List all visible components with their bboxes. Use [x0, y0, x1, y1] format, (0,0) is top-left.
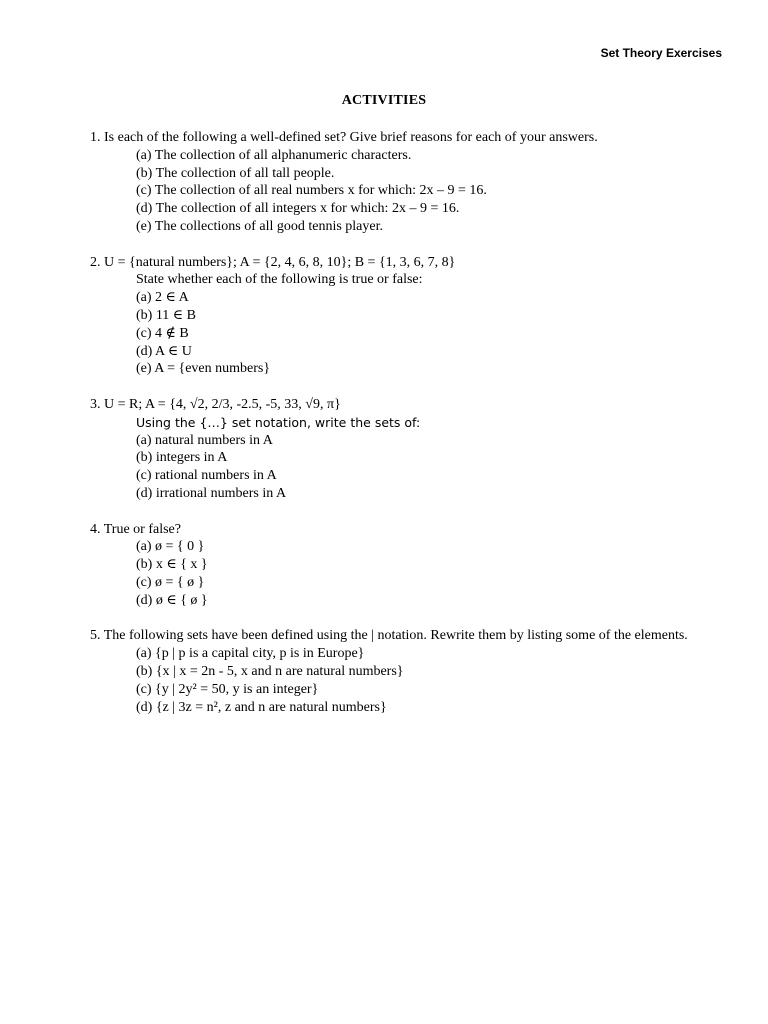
question-item: (c) The collection of all real numbers x for which: 2x – 9 = 16. — [136, 183, 487, 199]
question-item: (b) {x | x = 2n - 5, x and n are natural numbers} — [136, 663, 404, 679]
question-item: (b) x ∈ { x } — [136, 557, 208, 573]
question-instruction: Using the {…} set notation, write the sets of: — [136, 414, 421, 430]
question-stem: 2. U = {natural numbers}; A = {2, 4, 6, 8, 10}; B = {1, 3, 6, 7, 8} — [90, 254, 456, 270]
question-3 — [90, 396, 740, 503]
question-item: (d) irrational numbers in A — [136, 485, 287, 501]
question-item: (b) The collection of all tall people. — [136, 165, 335, 181]
question-item: (c) ø = { ø } — [136, 574, 205, 590]
question-item: (c) rational numbers in A — [136, 468, 277, 484]
question-instruction: State whether each of the following is true or false: — [136, 272, 423, 288]
question-item: (e) The collections of all good tennis player. — [136, 218, 384, 234]
question-item: (d) The collection of all integers x for which: 2x – 9 = 16. — [136, 201, 460, 217]
question-item: (b) 11 ∈ B — [136, 307, 197, 323]
question-item: (c) 4 ∉ B — [136, 325, 189, 341]
question-stem: 1. Is each of the following a well-defined set? Give brief reasons for each of your answers. — [90, 130, 598, 145]
question-2 — [90, 254, 740, 379]
question-item: (e) A = {even numbers} — [136, 361, 271, 377]
question-4 — [90, 521, 740, 610]
question-stem: 5. The following sets have been defined using the | notation. Rewrite them by listing some of the elements. — [90, 628, 688, 644]
question-item: (d) A ∈ U — [136, 343, 192, 359]
question-item: (a) 2 ∈ A — [136, 290, 189, 306]
question-item: (b) integers in A — [136, 450, 228, 466]
question-stem: 3. U = R; A = {4, √2, 2/3, -2.5, -5, 33, √9, π} — [90, 396, 341, 412]
question-item: (d) ø ∈ { ø } — [136, 592, 208, 608]
question-item: (d) {z | 3z = n², z and n are natural numbers} — [136, 699, 387, 715]
question-item: (c) {y | 2y² = 50, y is an integer} — [136, 681, 319, 697]
question-5 — [90, 627, 740, 716]
running-header: Set Theory Exercises — [600, 46, 722, 60]
question-item: (a) natural numbers in A — [136, 432, 273, 448]
activities-body — [90, 129, 740, 734]
question-item: (a) {p | p is a capital city, p is in Europe} — [136, 646, 365, 662]
question-item: (a) The collection of all alphanumeric characters. — [136, 147, 412, 163]
question-stem: 4. True or false? — [90, 521, 181, 537]
question-item: (a) ø = { 0 } — [136, 539, 205, 555]
question-1 — [90, 129, 740, 236]
page-title: ACTIVITIES — [341, 93, 427, 108]
